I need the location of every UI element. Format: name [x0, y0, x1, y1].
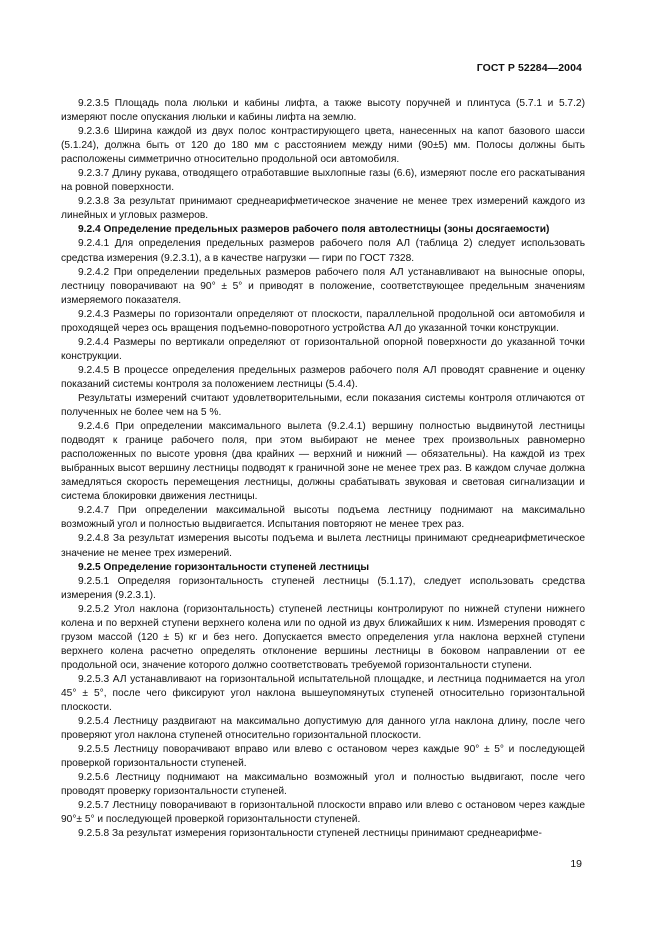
paragraph-9-2-3-7: 9.2.3.7 Длину рукава, отводящего отработавшие выхлопные газы (6.6), измеряют после его раскатывания на ровной поверхности.	[61, 168, 585, 194]
paragraph-9-2-4-5: 9.2.4.5 В процессе определения предельных размеров рабочего поля АЛ проводят сравнение и оценку показаний системы контроля за положением лестницы (5.4.4).	[61, 364, 585, 390]
standard-header: ГОСТ Р 52284—2004	[476, 62, 582, 74]
paragraph-9-2-4-3: 9.2.4.3 Размеры по горизонтали определяют от плоскости, параллельной продольной оси автомобиля и проходящей через ось вращения подъемно-поворотного устройства АЛ до указанной точки конструкции.	[61, 308, 585, 334]
paragraph-9-2-3-8: 9.2.3.8 За результат принимают среднеарифметическое значение не менее трех измерений каждого из линейных и угловых размеров.	[61, 196, 585, 222]
paragraph-9-2-4-7: 9.2.4.7 При определении максимальной высоты подъема лестницу поднимают на максимально возможный угол и полностью выдвигается. Испытания повторяют не менее трех раз.	[61, 505, 585, 531]
paragraph-9-2-5-8: 9.2.5.8 За результат измерения горизонтальности ступеней лестницы принимают среднеарифме-	[78, 828, 542, 840]
paragraph-9-2-4-4: 9.2.4.4 Размеры по вертикали определяют от горизонтальной опорной поверхности до указанной точки конструкции.	[61, 336, 585, 362]
paragraph-9-2-3-6: 9.2.3.6 Ширина каждой из двух полос контрастирующего цвета, нанесенных на капот базового шасси (5.1.24), должна быть от 120 до 180 мм с расстоянием между ними (90±5) мм. Полосы должны быть расположены симметрично относительно продольной оси автомобиля.	[61, 126, 585, 166]
paragraph-9-2-4-2: 9.2.4.2 При определении предельных размеров рабочего поля АЛ устанавливают на выносные опоры, лестницу поворачивают на 90° ± 5° и приводят в положение, соответствующее предельным значениям измеряемого показателя.	[61, 266, 585, 306]
paragraph-9-2-5-1: 9.2.5.1 Определяя горизонтальность ступеней лестницы (5.1.17), следует использовать средства измерения (9.2.3.1).	[61, 575, 585, 601]
paragraph-9-2-5-3: 9.2.5.3 АЛ устанавливают на горизонтальной испытательной площадке, и лестница поднимается на угол 45° ± 5°, после чего фиксируют угол наклона вышеупомянутых ступеней относительно горизонтальной плоскости.	[61, 673, 585, 714]
document-body	[61, 97, 585, 841]
paragraph-9-2-5-2: 9.2.5.2 Угол наклона (горизонтальность) ступеней лестницы контролируют по нижней ступени нижнего колена и по верхней ступени верхнего колена или по одной из двух ближайших к ним. Измерения проводят с грузом массой (120 ± 5) кг и без него. Допускается вместо определения угла наклона верхней ступени верхнего колена расчетно определять отклонение вершины лестницы в боковом направлении от ее продольной оси, значение которого должно соответствовать требуемой горизонтальности ступени.	[61, 603, 585, 671]
paragraph-9-2-5-7: 9.2.5.7 Лестницу поворачивают в горизонтальной плоскости вправо или влево с остановом через каждые 90°± 5° и последующей проверкой горизонтальности ступеней.	[61, 800, 585, 826]
paragraph-9-2-5-6: 9.2.5.6 Лестницу поднимают на максимально возможный угол и полностью выдвигают, после чего проводят проверку горизонтальности ступеней.	[61, 772, 585, 798]
paragraph-9-2-5-5: 9.2.5.5 Лестницу поворачивают вправо или влево с остановом через каждые 90° ± 5° и последующей проверкой горизонтальности ступеней.	[61, 744, 585, 770]
paragraph-9-2-4-6: 9.2.4.6 При определении максимального вылета (9.2.4.1) вершину полностью выдвинутой лестницы подводят к границе рабочего поля, при этом выбирают не менее трех произвольных равномерно расположенных по высоте уровня (два крайних — верхний и нижний — обязательны). На каждой из трех выбранных высот вершину лестницы подводят к граничной зоне не менее трех раз. В каждом случае должна замедляться скорость перемещения лестницы, должны срабатывать звуковая и световая сигнализации и система блокировки движения лестницы.	[61, 421, 585, 503]
paragraph-9-2-5-4: 9.2.5.4 Лестницу раздвигают на максимально допустимую для данного угла наклона длину, после чего проверяют угол наклона ступеней относительно горизонтальной плоскости.	[61, 716, 585, 742]
paragraph-9-2-4-1: 9.2.4.1 Для определения предельных размеров рабочего поля АЛ (таблица 2) следует использовать средства измерения (9.2.3.1), а в качестве нагрузки — гири по ГОСТ 7328.	[61, 238, 585, 264]
paragraph-9-2-4-8: 9.2.4.8 За результат измерения высоты подъема и вылета лестницы принимают среднеарифметическое значение не менее трех измерений.	[61, 533, 585, 559]
section-heading-9-2-4: 9.2.4 Определение предельных размеров рабочего поля автолестницы (зоны досягаемости)	[78, 224, 550, 236]
section-heading-9-2-5: 9.2.5 Определение горизонтальности ступеней лестницы	[78, 561, 370, 573]
page-number: 19	[570, 858, 582, 870]
paragraph-results-note: Результаты измерений считают удовлетворительными, если показания системы контроля отличаются от полученных не более чем на 5 %.	[61, 392, 585, 419]
paragraph-9-2-3-5: 9.2.3.5 Площадь пола люльки и кабины лифта, а также высоту поручней и плинтуса (5.7.1 и 5.7.2) измеряют после опускания люльки и кабины лифта на землю.	[61, 98, 585, 124]
